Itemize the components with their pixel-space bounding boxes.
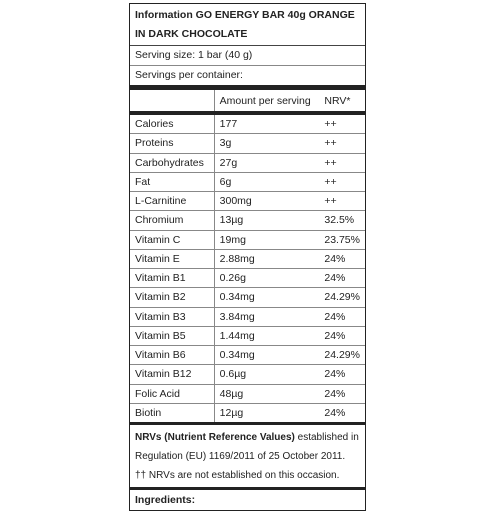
row-nutrient: Proteins: [130, 134, 214, 153]
table-row: [130, 326, 365, 345]
nrv-footnote: [130, 425, 365, 490]
row-amount: 19mg: [214, 230, 319, 249]
header-amount: Amount per serving: [214, 90, 319, 113]
row-amount: 300mg: [214, 192, 319, 211]
table-row: [130, 134, 365, 153]
row-amount: 48µg: [214, 384, 319, 403]
table-row: [130, 269, 365, 288]
table-row: [130, 249, 365, 268]
nutrition-table: [130, 90, 365, 425]
row-nutrient: Chromium: [130, 211, 214, 230]
table-row: [130, 211, 365, 230]
table-row: [130, 403, 365, 423]
servings-per-container: Servings per container:: [130, 66, 365, 90]
row-amount: 6g: [214, 172, 319, 191]
nutrition-panel: [129, 3, 366, 511]
row-nutrient: Biotin: [130, 403, 214, 423]
row-nutrient: Carbohydrates: [130, 153, 214, 172]
row-amount: 0.34mg: [214, 288, 319, 307]
row-nrv: 32.5%: [319, 211, 365, 230]
row-nrv: 24%: [319, 307, 365, 326]
row-amount: 177: [214, 113, 319, 134]
row-nrv: ++: [319, 134, 365, 153]
row-nutrient: Vitamin C: [130, 230, 214, 249]
row-amount: 0.34mg: [214, 346, 319, 365]
row-nrv: ++: [319, 172, 365, 191]
row-nrv: 24%: [319, 403, 365, 423]
row-nutrient: Vitamin B2: [130, 288, 214, 307]
row-nutrient: Vitamin B5: [130, 326, 214, 345]
row-nutrient: Vitamin B12: [130, 365, 214, 384]
row-nrv: 24%: [319, 365, 365, 384]
footnote-text: established in Regulation (EU) 1169/2011 of 25 October 2011.: [135, 432, 359, 462]
table-row: [130, 230, 365, 249]
row-nrv: 23.75%: [319, 230, 365, 249]
table-row: [130, 365, 365, 384]
row-amount: 13µg: [214, 211, 319, 230]
row-nutrient: L-Carnitine: [130, 192, 214, 211]
row-nutrient: Calories: [130, 113, 214, 134]
table-row: [130, 288, 365, 307]
table-row: [130, 153, 365, 172]
row-nrv: 24.29%: [319, 346, 365, 365]
row-amount: 3.84mg: [214, 307, 319, 326]
row-nrv: 24%: [319, 269, 365, 288]
table-row: [130, 172, 365, 191]
row-nrv: ++: [319, 192, 365, 211]
footnote-daggers: †† NRVs are not established on this occasion.: [135, 470, 340, 481]
row-amount: 3g: [214, 134, 319, 153]
table-row: [130, 192, 365, 211]
row-amount: 0.6µg: [214, 365, 319, 384]
row-nrv: ++: [319, 113, 365, 134]
header-nrv: NRV*: [319, 90, 365, 113]
row-nrv: 24%: [319, 384, 365, 403]
row-amount: 1.44mg: [214, 326, 319, 345]
table-row: [130, 113, 365, 134]
row-nutrient: Vitamin E: [130, 249, 214, 268]
row-amount: 2.88mg: [214, 249, 319, 268]
panel-title: Information GO ENERGY BAR 40g ORANGE IN DARK CHOCOLATE: [130, 4, 365, 46]
serving-size: Serving size: 1 bar (40 g): [130, 46, 365, 66]
row-nutrient: Vitamin B1: [130, 269, 214, 288]
row-nutrient: Fat: [130, 172, 214, 191]
row-nrv: 24%: [319, 326, 365, 345]
row-amount: 27g: [214, 153, 319, 172]
table-row: [130, 307, 365, 326]
row-amount: 12µg: [214, 403, 319, 423]
footnote-bold: NRVs (Nutrient Reference Values): [135, 432, 295, 443]
row-nrv: ++: [319, 153, 365, 172]
row-nutrient: Vitamin B3: [130, 307, 214, 326]
table-header-row: [130, 90, 365, 113]
table-row: [130, 346, 365, 365]
row-amount: 0.26g: [214, 269, 319, 288]
header-nutrient: [130, 90, 214, 113]
table-row: [130, 384, 365, 403]
row-nutrient: Vitamin B6: [130, 346, 214, 365]
row-nrv: 24.29%: [319, 288, 365, 307]
ingredients-label: Ingredients:: [135, 494, 196, 506]
row-nrv: 24%: [319, 249, 365, 268]
row-nutrient: Folic Acid: [130, 384, 214, 403]
